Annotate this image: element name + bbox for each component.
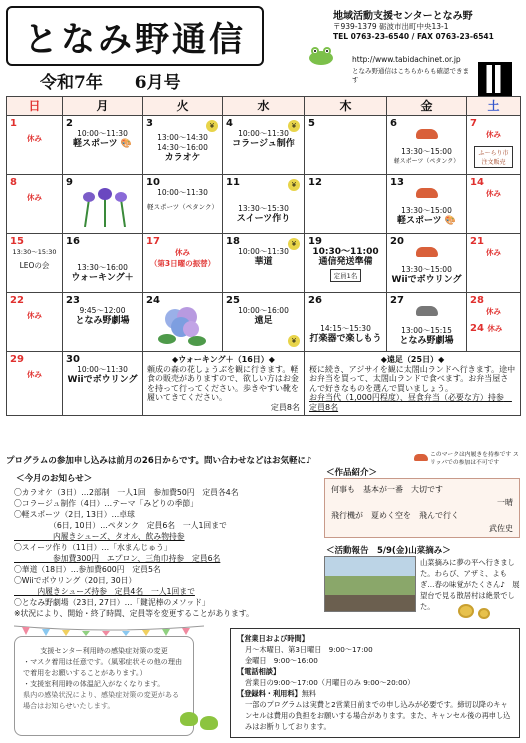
weekday-tue: 火 [143,97,223,116]
day-cell [143,116,223,175]
news-item: 〇カラオケ（3日）…2部制 一人1回 参加費50円 定員各4名 [14,488,239,497]
snail-icon [458,604,474,618]
notice-heading: 支援センター利用時の感染症対策の変更 [40,646,168,655]
frog-illustration [304,44,338,66]
day-number: 23 [66,295,80,306]
event-time: 13:30～15:30 [12,248,57,256]
shoe-icon [416,188,438,198]
event-time: 10:30～11:00 [312,247,379,257]
works-box [324,478,520,538]
iris-flower-icon [75,187,135,227]
day-cell [143,293,223,352]
closed-label: 休み [486,189,501,198]
activity-title: ＜活動報告 5/9(金)山菜摘み＞ [326,546,451,556]
event-name: ウォーキング＋ [71,273,134,283]
weekday-sun: 日 [7,97,63,116]
day-number: 30 [66,354,80,365]
walking-note-capacity: 定員8名 [270,402,300,412]
yen-coin-icon: ¥ [288,335,300,347]
day-cell [387,116,467,175]
day-cell [305,116,387,175]
event-time: 13:30～16:00 [77,263,128,272]
org-postal: 〒939-1379 砺波市出町中央13-1 [333,22,449,31]
event-time: 14:15～15:30 [320,324,371,333]
day-number: 2 [66,118,73,129]
issue-label [40,68,207,93]
news-item: 内履きシューズ、タオル、飲み物持参 [14,532,185,541]
event-name: 軽スポーツ 🎨 [73,139,132,149]
yen-coin-icon: ¥ [288,238,300,250]
day-number: 6 [390,118,397,129]
day-cell [223,234,305,293]
day-cell [467,116,521,175]
day-cell [143,234,223,293]
weekday-mon: 月 [63,97,143,116]
news-item: 〇スイーツ作り（11日）…「水まんじゅう」 [14,543,172,552]
org-name: 地域活動支援センターとなみ野 [333,11,473,22]
day-number: 1 [10,118,17,129]
paint-icon: 🎨 [444,216,456,226]
day-cell [63,234,143,293]
slipper-note: このマークは内履きを持参です スリッパでの参加は不可です [414,452,522,467]
day-number: 4 [226,118,233,129]
day-number: 26 [308,295,322,306]
info-heading: 【登録料・利用料】無料 [237,689,317,698]
news-item: 〇軽スポーツ（2日, 13日）…卓球 [14,510,135,519]
weekday-sat: 土 [467,97,521,116]
bunting-decoration [14,624,204,636]
weekday-thu: 木 [305,97,387,116]
day-number: 5 [308,118,315,129]
org-phone: TEL 0763-23-6540 / FAX 0763-23-6541 [333,32,494,41]
business-info [230,628,520,738]
event-name: Wiiでボウリング [391,275,462,285]
day-number: 10 [146,177,160,188]
qr-code-icon [478,62,512,96]
event-time: 13:30～15:30 [238,204,289,213]
frog-icon [200,716,218,730]
news-item: 〇Wiiでボウリング（20日, 30日） [14,576,137,585]
closed-label: 休み [486,248,501,257]
haiku-line: 何事も 基本が一番 大切です [331,485,443,494]
news-item: 〇コラージュ制作（4日）…テーマ「みどりの季節」 [14,499,198,508]
day-cell [63,352,143,416]
day-number: 15 [10,236,24,247]
day-number: 7 [470,118,477,129]
day-cell [467,175,521,234]
weekday-wed: 水 [223,97,305,116]
yen-coin-icon: ¥ [206,120,218,132]
day-cell [7,116,63,175]
day-cell [467,293,521,352]
info-line: 月～木曜日、第3日曜日 9:00～17:00 [245,645,373,654]
closed-reason: （第3日曜の振替） [149,259,216,268]
event-name: 軽スポーツ 🎨 [397,216,456,226]
works-title: ＜作品紹介＞ [326,468,378,478]
day-number: 14 [470,177,484,188]
shoe-icon [416,129,438,139]
day-cell [7,175,63,234]
news-item: 内履きシューズ持参 定員4名 一人1回まで [14,587,195,596]
closed-label: 休み [486,307,501,316]
event-time: 10:00～11:30 [77,365,128,374]
event-time: 13:30～15:00 [401,147,452,156]
day-cell [305,175,387,234]
day-number: 20 [390,236,404,247]
day-cell [7,352,63,416]
news-item: 参加費300円 エプロン、三角巾持参 定員6名 [14,554,221,563]
qr-note: となみ野通信はこちらからも確認できます [352,67,469,84]
weekday-header-row [7,97,521,116]
hydrangea-icon [157,303,207,347]
event-time: 14:30～16:00 [157,143,208,152]
day-cell [223,293,305,352]
application-intro: プログラムの参加申し込みは前月の26日からです。問い合わせなどはお気軽に♪ [6,456,312,466]
week-row [7,352,521,416]
furari-market-badge: ふ～らり市 注文販売 [474,146,512,168]
day-number: 8 [10,177,17,188]
issue-era: 令和7年 [40,73,103,93]
haiku-author: 一晴 [497,498,513,507]
notice-item: ・マスク着用は任意です。（風邪症状その他の理由で着用をお願いすることがあります。） [23,657,183,677]
event-name: 軽スポーツ（ペタンク） [393,158,460,165]
event-time: 13:00～15:15 [401,326,452,335]
excursion-note-body: 桜に続き、アジサイを観に太閤山ランドへ行きます。途中お弁当を買って、太閤山ランドで食べます。お弁当屋さんで好きなものを選んで買いましょう。 [309,364,516,393]
info-line: 一部のプログラムは実費と2営業日前までの申し込みが必要です。締切以降のキャンセルは費用の負担をお願いする場合があります。また、キャンセル後の再申し込みはお断りしております。 [245,700,511,731]
day-number: 24 休み [470,323,503,334]
haiku-author: 武佐史 [489,524,513,533]
news-title: ＜今月のお知らせ＞ [16,474,93,484]
walking-note-title: ◆ウォーキング＋（16日）◆ [172,355,275,364]
notice-item: 県内の感染状況により、感染症対策の変更がある場合はお知らせいたします。 [23,690,180,710]
shoe-icon [416,247,438,257]
event-name: Wiiでボウリング [67,375,138,385]
projector-icon [416,306,438,316]
closed-label: 休み [486,130,501,139]
day-cell [63,116,143,175]
event-name: 軽スポーツ（ペタンク） [146,203,219,211]
yen-coin-icon: ¥ [288,179,300,191]
week-row [7,234,521,293]
day-cell [143,175,223,234]
event-time: 13:30～15:00 [401,265,452,274]
day-cell [63,175,143,234]
day-number: 27 [390,295,404,306]
day-number: 12 [308,177,322,188]
weekday-fri: 金 [387,97,467,116]
info-line: 営業日の9:00～17:00（月曜日のみ 9:00～20:00） [245,678,415,687]
event-name: スイーツ作り [236,214,291,224]
day-number: 9 [66,177,73,188]
day-number: 18 [226,236,240,247]
event-name: となみ野劇場 [75,316,130,326]
shoe-icon [414,454,428,461]
activity-photo [324,556,416,612]
walking-note-body: 頼成の森の花しょうぶを観に行きます。軽食の販売がありますので、欲しい方はお金を持って行ってください。歩きやすい靴を履いてきてください。 [147,364,299,402]
calendar [6,96,521,416]
event-name: 華道 [254,257,273,267]
news-item: 〇となみ野劇場（23日, 27日）…「鍵泥棒のメソッド」 [14,598,210,607]
day-number: 3 [146,118,153,129]
day-cell [223,116,305,175]
infection-control-notice [14,636,194,736]
event-time: 9:45～12:00 [79,306,126,315]
day-number: 25 [226,295,240,306]
closed-label: 休み [27,134,42,143]
activity-text: 山菜摘みに夢の平へ行きました。わらび、アザミ、よもぎ…春の味覚がたくさん♪ 展望台で見る散居村は絶景でした。 [420,558,520,611]
notice-item: ・支援室利用時の体温記入がなくなります。 [23,679,165,688]
news-item: （6日, 10日）…ペタンク 定員6名 一人1回まで [14,521,227,530]
excursion-note [305,352,521,416]
day-cell [7,234,63,293]
day-number: 19 [308,236,322,247]
day-number: 24 [146,295,160,306]
closed-label: 休み [27,311,42,320]
event-name: 遠足 [254,316,273,326]
info-heading: 【電話相談】 [237,667,281,676]
day-number: 11 [226,177,240,188]
walking-note [143,352,305,416]
day-number: 28 [470,295,484,306]
day-number: 21 [470,236,484,247]
closed-label: 休み [27,193,42,202]
day-cell [223,175,305,234]
yen-coin-icon: ¥ [288,120,300,132]
excursion-note-cost: お弁当代（1,000円程度）、昼食弁当（必要な方）持参 定員8名 [309,393,504,412]
day-number: 17 [146,236,160,247]
news-list [14,487,324,619]
day-cell [305,293,387,352]
closed-label: 休み [27,370,42,379]
day-cell [7,293,63,352]
event-name: コラージュ制作 [232,139,295,149]
week-row [7,116,521,175]
event-name: 打楽器で楽しもう [309,334,382,344]
day-cell [387,234,467,293]
day-cell [387,293,467,352]
day-cell [63,293,143,352]
snail-icon [478,608,490,619]
info-heading: 【営業日および時間】 [237,634,309,643]
capacity-badge: 定員1名 [330,269,362,282]
event-name: 通信発送準備 [318,257,373,267]
event-time: 10:00～11:30 [157,188,208,197]
event-time: 10:00～16:00 [238,306,289,315]
title-box [6,6,264,66]
excursion-note-title: ◆遠足（25日）◆ [380,355,445,364]
news-note: ※状況により、開始・終了時間、定員等を変更することがあります。 [14,609,254,618]
day-number: 16 [66,236,80,247]
day-number: 29 [10,354,24,365]
event-time: 13:00～14:30 [157,133,208,142]
closed-label: 休み [175,248,190,257]
day-number: 22 [10,295,24,306]
day-cell [467,234,521,293]
event-name: となみ野劇場 [399,336,454,346]
event-time: 10:00～11:30 [77,129,128,138]
info-line: 金曜日 9:00～16:00 [245,656,318,665]
issue-month: 6月号 [134,73,181,93]
event-name: LEOの会 [19,261,50,270]
week-row [7,293,521,352]
day-cell [305,234,387,293]
event-time: 10:00～11:30 [238,129,289,138]
website-link[interactable]: http://www.tabidachinet.or.jp [352,55,461,64]
frog-icon [180,712,198,726]
haiku-line: 飛行機が 夏めく空を 飛んで行く [331,511,459,520]
paint-icon: 🎨 [120,139,132,149]
day-cell [387,175,467,234]
event-time: 10:00～11:30 [238,247,289,256]
news-item: 〇華道（18日）…参加費600円 定員5名 [14,565,161,574]
newsletter-title: となみ野通信 [24,19,246,60]
week-row [7,175,521,234]
day-number: 13 [390,177,404,188]
event-name: カラオケ [164,153,201,163]
event-time: 13:30～15:00 [401,206,452,215]
